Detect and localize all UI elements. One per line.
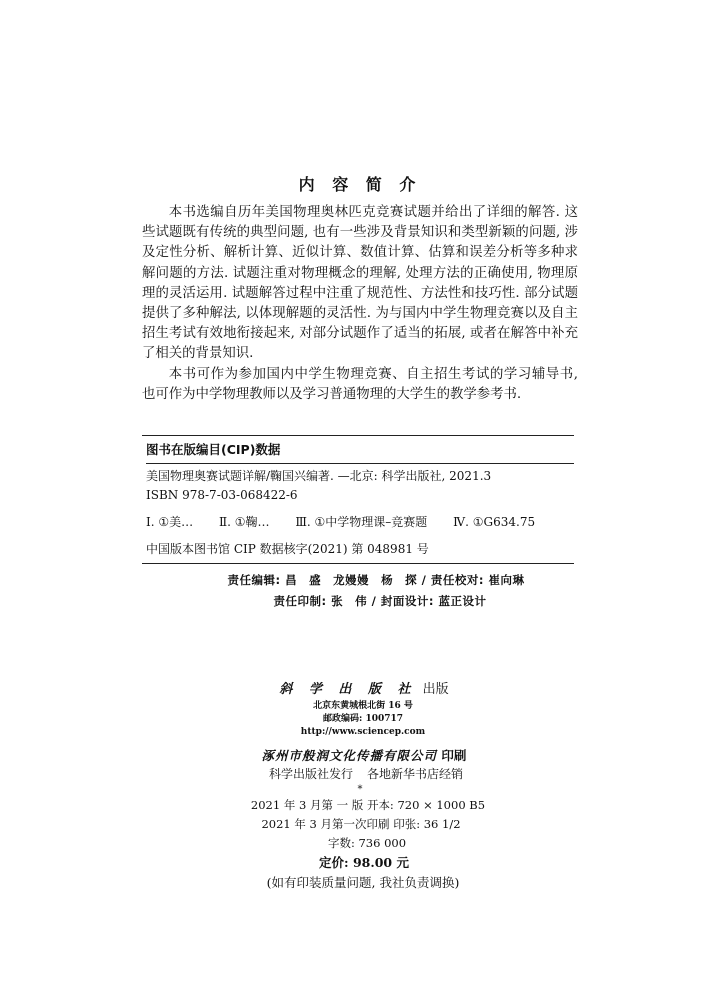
distributor: 科学出版社发行	[268, 767, 353, 781]
quality-note: (如有印装质量问题, 我社负责调换)	[266, 875, 460, 890]
printer-line	[0, 746, 720, 765]
price: 定价: 98.00 元	[319, 855, 409, 870]
publisher-address: 北京东黄城根北街 16 号	[313, 701, 413, 711]
cip-class-item: Ⅳ. ①G634.75	[453, 515, 536, 529]
printer-suffix: 印刷	[441, 748, 467, 763]
cip-number: 中国版本图书馆 CIP 数据核字(2021) 第 048981 号	[146, 542, 429, 556]
cip-isbn: ISBN 978-7-03-068422-6	[146, 488, 298, 502]
printer-name: 涿州市般润文化传播有限公司	[261, 748, 438, 763]
staff-line-production: 责任印制: 张 伟 / 封面设计: 蓝正设计	[273, 594, 487, 608]
word-count: 字数: 736 000	[327, 836, 407, 850]
page-title: 内 容 简 介	[298, 175, 422, 194]
summary-paragraph-2: 本书可作为参加国内中学生物理竞赛、自主招生考试的学习辅导书, 也可作为中学物理教师以及学习普通物理的大学生的教学参考书.	[142, 366, 578, 402]
cip-classification	[146, 513, 574, 532]
cip-class-item: Ⅰ. ①美…	[146, 515, 194, 529]
editorial-staff	[0, 570, 720, 612]
cip-heading: 图书在版编目(CIP)数据	[146, 440, 574, 464]
staff-line-editors: 责任编辑: 昌 盛 龙嫚嫚 杨 探 / 责任校对: 崔向琳	[227, 573, 525, 587]
print-line: 2021 年 3 月第一次印刷 印张: 36 1/2	[261, 817, 461, 831]
cip-record: 美国物理奥赛试题详解/鞠国兴编著. —北京: 科学出版社, 2021.3	[146, 469, 492, 483]
distribution: 各地新华书店经销	[367, 767, 464, 781]
publisher-logo-text: 斜 学 出 版 社	[279, 682, 417, 697]
cip-data-block	[142, 435, 574, 564]
cip-class-item: Ⅲ. ①中学物理课–竞赛题	[295, 515, 428, 529]
distribution-line	[0, 765, 720, 784]
content-summary	[142, 203, 578, 405]
publisher-suffix: 出版	[422, 682, 449, 697]
publisher-website: http://www.sciencep.com	[300, 727, 426, 737]
summary-paragraph-1: 本书选编自历年美国物理奥林匹克竞赛试题并给出了详细的解答. 这些试题既有传统的典型问题, 也有一些涉及背景知识和类型新颖的问题, 涉及定性分析、解析计算、近似计算、数值计算、估算和误差分析等多种求解问题的方法. 试题注重对物理概念的理解, 处理方法的正确使用, 物理原理的灵活运用. 试题解答过程中注重了规范性、方法性和技巧性. 部分试题提供了多种解法, 以体现解题的灵活性. 为与国内中学生物理竞赛以及自主招生考试有效地衔接起来, 对部分试题作了适当的拓展, 或者在解答中补充了相关的背景知识.	[142, 205, 578, 362]
publisher-line	[0, 680, 720, 700]
separator-star: *	[357, 784, 363, 795]
cip-class-item: Ⅱ. ①鞠…	[218, 515, 270, 529]
imprint-block	[0, 680, 720, 893]
edition-line: 2021 年 3 月第 一 版 开本: 720 × 1000 B5	[250, 798, 486, 812]
publisher-postcode: 邮政编码: 100717	[322, 714, 404, 724]
